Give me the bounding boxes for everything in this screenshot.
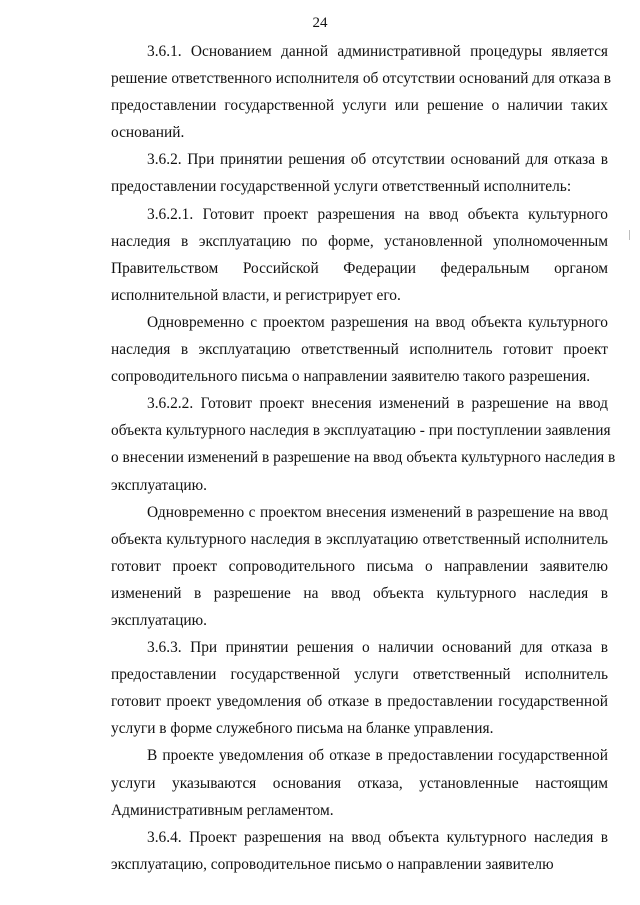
paragraph-p-simult-2: [111, 499, 608, 634]
text-line: о внесении изменений в разрешение на ввод объекта культурного наследия в: [111, 449, 616, 467]
text-line: эксплуатацию.: [111, 476, 207, 494]
paragraph-p-3-6-4: [111, 824, 608, 878]
text-line: Одновременно с проектом разрешения на ввод объекта культурного: [147, 313, 608, 331]
text-line: исполнительной власти, и регистрирует его.: [111, 286, 401, 304]
text-line: Правительством Российской Федерации федеральным органом: [111, 259, 608, 277]
paragraph-p-3-6-2-2: [111, 390, 616, 498]
paragraph-p-3-6-2: [111, 146, 608, 200]
text-line: решение ответственного исполнителя об отсутствии оснований для отказа в: [111, 70, 612, 88]
text-line: предоставлении государственной услуги ответственный исполнитель: [111, 666, 608, 684]
text-line: 3.6.2. При принятии решения об отсутствии оснований для отказа в: [147, 151, 608, 169]
text-line: услуги в форме служебного письма на бланке управления.: [111, 720, 494, 738]
text-line: предоставлении государственной услуги или решение о наличии таких: [111, 97, 608, 115]
text-line: 3.6.3. При принятии решения о наличии оснований для отказа в: [147, 639, 608, 657]
text-line: оснований.: [111, 124, 185, 142]
text-line: 3.6.2.2. Готовит проект внесения изменений в разрешение на ввод: [147, 395, 608, 413]
paragraph-p-3-6-1: [111, 38, 612, 146]
text-line: изменений в разрешение на ввод объекта культурного наследия в: [111, 584, 608, 602]
text-line: 3.6.2.1. Готовит проект разрешения на ввод объекта культурного: [147, 205, 608, 223]
text-line: готовит проект уведомления об отказе в предоставлении государственной: [111, 693, 608, 711]
text-line: сопроводительного письма о направлении заявителю такого разрешения.: [111, 368, 591, 386]
text-line: Административным регламентом.: [111, 801, 334, 819]
text-line: наследия в эксплуатацию ответственный исполнитель готовит проект: [111, 341, 608, 359]
text-line: услуги указываются основания отказа, установленные настоящим: [111, 774, 608, 792]
text-line: эксплуатацию, сопроводительное письмо о направлении заявителю: [111, 855, 554, 873]
text-line: 3.6.1. Основанием данной административной процедуры является: [147, 43, 608, 60]
paragraph-p-notice: [111, 742, 608, 823]
text-line: предоставлении государственной услуги ответственный исполнитель:: [111, 178, 572, 196]
text-line: Одновременно с проектом внесения изменений в разрешение на ввод: [147, 503, 608, 521]
scan-edge-mark: [629, 230, 633, 240]
text-line: В проекте уведомления об отказе в предоставлении государственной: [147, 747, 608, 765]
text-line: 3.6.4. Проект разрешения на ввод объекта культурного наследия в: [147, 828, 608, 846]
paragraph-p-3-6-2-1: [111, 201, 608, 309]
text-line: эксплуатацию.: [111, 611, 207, 629]
document-body: [111, 38, 616, 878]
text-line: объекта культурного наследия в эксплуатацию - при поступлении заявления: [111, 422, 611, 440]
text-line: наследия в эксплуатацию по форме, установленной уполномоченным: [111, 232, 608, 250]
page-number: 24: [312, 15, 328, 31]
paragraph-p-3-6-3: [111, 634, 608, 742]
paragraph-p-simult-1: [111, 309, 608, 390]
text-line: готовит проект сопроводительного письма о направлении заявителю: [111, 557, 608, 575]
text-line: объекта культурного наследия в эксплуатацию ответственный исполнитель: [111, 530, 608, 548]
